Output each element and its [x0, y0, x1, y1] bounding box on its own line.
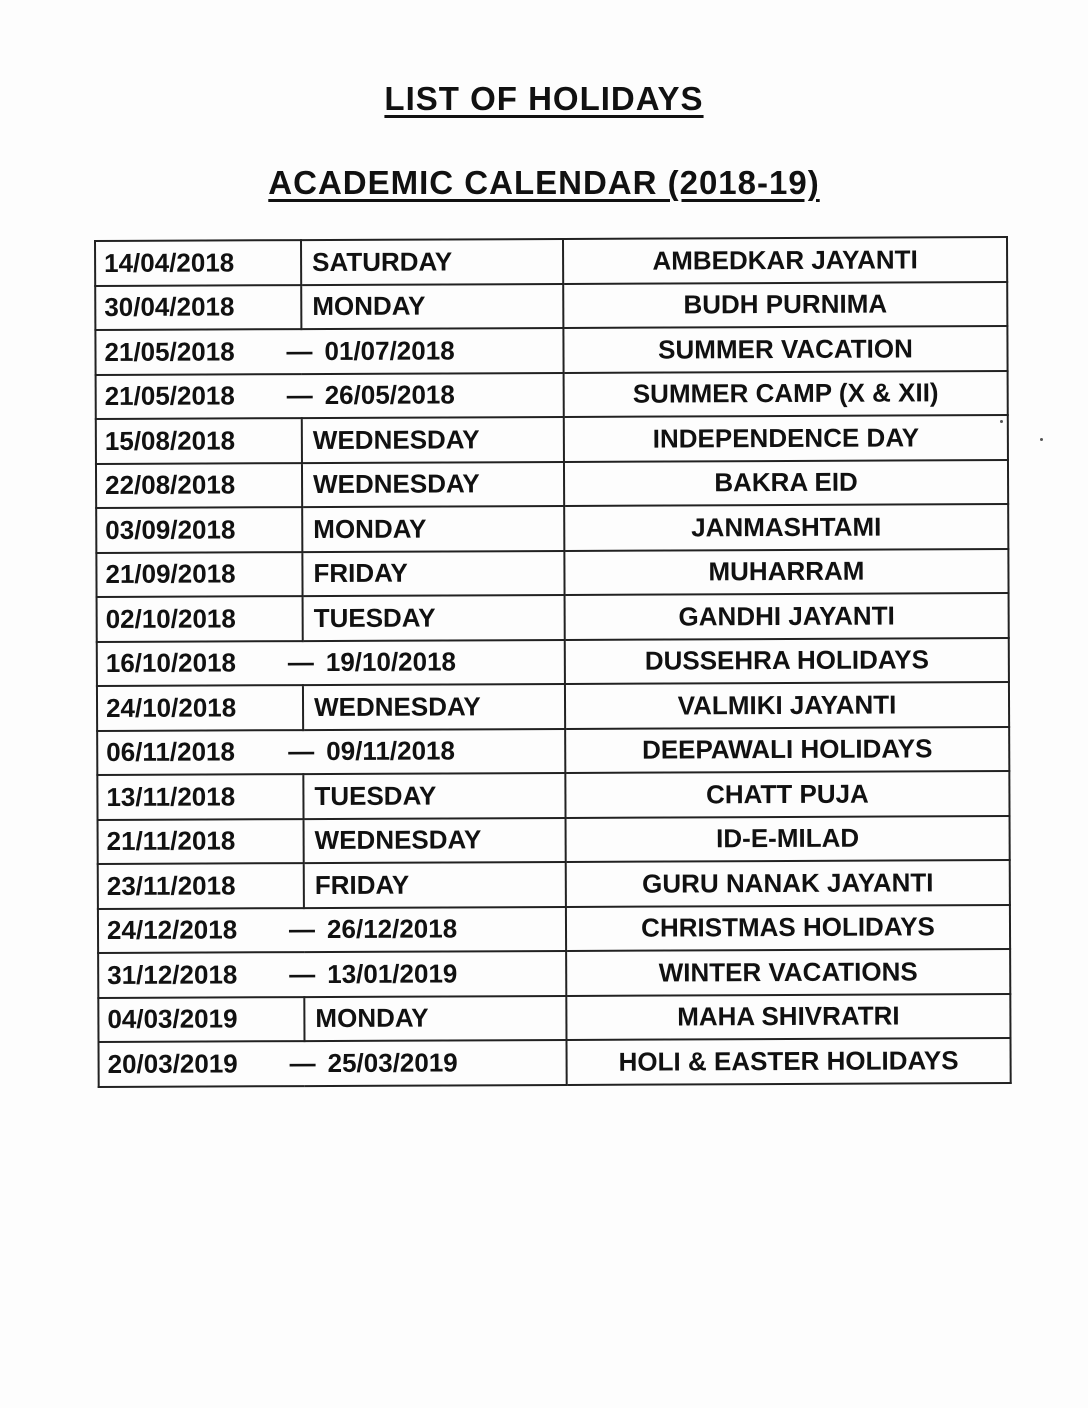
table-row: [98, 949, 1010, 997]
occasion-cell: SUMMER CAMP (X & XII): [564, 371, 1008, 417]
occasion-cell: BAKRA EID: [564, 460, 1008, 506]
range-end-date: 25/03/2019: [327, 1047, 458, 1078]
document-title-text: LIST OF HOLIDAYS: [384, 80, 704, 117]
occasion-cell: HOLI & EASTER HOLIDAYS: [566, 1038, 1010, 1084]
holiday-table-body: [95, 237, 1011, 1086]
date-range-cell: [98, 1040, 566, 1087]
table-row: [96, 415, 1008, 463]
table-row: [97, 771, 1009, 819]
holiday-table: [94, 236, 1012, 1087]
day-cell: WEDNESDAY: [302, 461, 564, 507]
range-dash: —: [286, 380, 313, 411]
date-cell: 24/10/2018: [97, 685, 303, 730]
occasion-cell: BUDH PURNIMA: [563, 282, 1007, 328]
table-row: [96, 504, 1008, 552]
table-row: [98, 905, 1010, 953]
range-start-date: 31/12/2018: [107, 959, 238, 990]
date-range-cell: [95, 328, 563, 375]
day-cell: SATURDAY: [301, 239, 563, 285]
occasion-cell: DEEPAWALI HOLIDAYS: [565, 727, 1009, 773]
table-row: [97, 727, 1009, 775]
day-cell: WEDNESDAY: [302, 417, 564, 463]
day-cell: FRIDAY: [302, 550, 564, 596]
date-range-cell: [96, 372, 564, 419]
date-cell: 02/10/2018: [97, 596, 303, 641]
table-row: [97, 682, 1009, 730]
date-range-cell: [98, 951, 566, 998]
table-row: [98, 860, 1010, 908]
date-cell: 15/08/2018: [96, 418, 302, 463]
date-cell: 13/11/2018: [97, 774, 303, 819]
scan-speck: [1040, 438, 1043, 441]
occasion-cell: MAHA SHIVRATRI: [566, 994, 1010, 1040]
occasion-cell: CHATT PUJA: [565, 771, 1009, 817]
table-row: [95, 282, 1007, 330]
table-row: [98, 994, 1010, 1042]
document-title: [0, 80, 1088, 118]
document-subtitle-text: ACADEMIC CALENDAR (2018-19): [268, 164, 820, 201]
occasion-cell: GANDHI JAYANTI: [565, 593, 1009, 639]
day-cell: TUESDAY: [303, 595, 565, 641]
range-dash: —: [288, 736, 315, 767]
date-cell: 21/11/2018: [98, 819, 304, 864]
table-row: [96, 371, 1008, 419]
range-end-date: 19/10/2018: [325, 646, 457, 678]
date-range-cell: [98, 906, 566, 953]
document-subtitle: [0, 164, 1088, 202]
range-dash: —: [289, 958, 316, 989]
occasion-cell: SUMMER VACATION: [563, 326, 1007, 372]
range-end-date: 26/12/2018: [326, 913, 458, 945]
range-start-date: 21/05/2018: [104, 380, 235, 412]
range-end-date: 13/01/2019: [327, 958, 458, 989]
table-row: [97, 638, 1009, 686]
occasion-cell: AMBEDKAR JAYANTI: [563, 237, 1007, 283]
occasion-cell: DUSSEHRA HOLIDAYS: [565, 638, 1009, 684]
occasion-cell: GURU NANAK JAYANTI: [566, 860, 1010, 906]
date-cell: 22/08/2018: [96, 463, 302, 508]
table-row: [97, 593, 1009, 641]
occasion-cell: ID-E-MILAD: [566, 816, 1010, 862]
table-row: [96, 460, 1008, 508]
date-cell: 30/04/2018: [95, 285, 301, 330]
range-start-date: 21/05/2018: [104, 336, 235, 367]
range-end-date: 26/05/2018: [324, 379, 455, 411]
day-cell: FRIDAY: [304, 862, 566, 908]
occasion-cell: VALMIKI JAYANTI: [565, 682, 1009, 728]
occasion-cell: JANMASHTAMI: [564, 504, 1008, 550]
range-dash: —: [287, 647, 314, 678]
range-start-date: 06/11/2018: [106, 736, 236, 768]
date-cell: 14/04/2018: [95, 240, 301, 285]
table-row: [95, 326, 1007, 374]
day-cell: MONDAY: [304, 995, 566, 1041]
table-row: [95, 237, 1007, 285]
date-cell: 21/09/2018: [96, 552, 302, 597]
date-cell: 03/09/2018: [96, 507, 302, 552]
day-cell: MONDAY: [302, 506, 564, 552]
day-cell: TUESDAY: [303, 773, 565, 819]
range-dash: —: [288, 914, 316, 945]
occasion-cell: INDEPENDENCE DAY: [564, 415, 1008, 461]
day-cell: WEDNESDAY: [304, 817, 566, 863]
occasion-cell: WINTER VACATIONS: [566, 949, 1010, 995]
range-end-date: 09/11/2018: [326, 735, 456, 767]
occasion-cell: CHRISTMAS HOLIDAYS: [566, 905, 1010, 951]
scan-speck: [1000, 420, 1003, 423]
table-row: [96, 549, 1008, 597]
date-cell: 23/11/2018: [98, 863, 304, 908]
table-row: [98, 816, 1010, 864]
day-cell: MONDAY: [301, 283, 563, 329]
date-cell: 04/03/2019: [98, 997, 304, 1042]
day-cell: WEDNESDAY: [303, 684, 565, 730]
table-row: [98, 1038, 1010, 1086]
range-end-date: 01/07/2018: [324, 335, 455, 366]
date-range-cell: [97, 728, 565, 775]
date-range-cell: [97, 639, 565, 686]
range-dash: —: [286, 335, 313, 366]
range-start-date: 16/10/2018: [105, 647, 237, 679]
occasion-cell: MUHARRAM: [564, 549, 1008, 595]
range-start-date: 20/03/2019: [107, 1048, 238, 1079]
range-dash: —: [289, 1047, 316, 1078]
range-start-date: 24/12/2018: [106, 914, 238, 946]
